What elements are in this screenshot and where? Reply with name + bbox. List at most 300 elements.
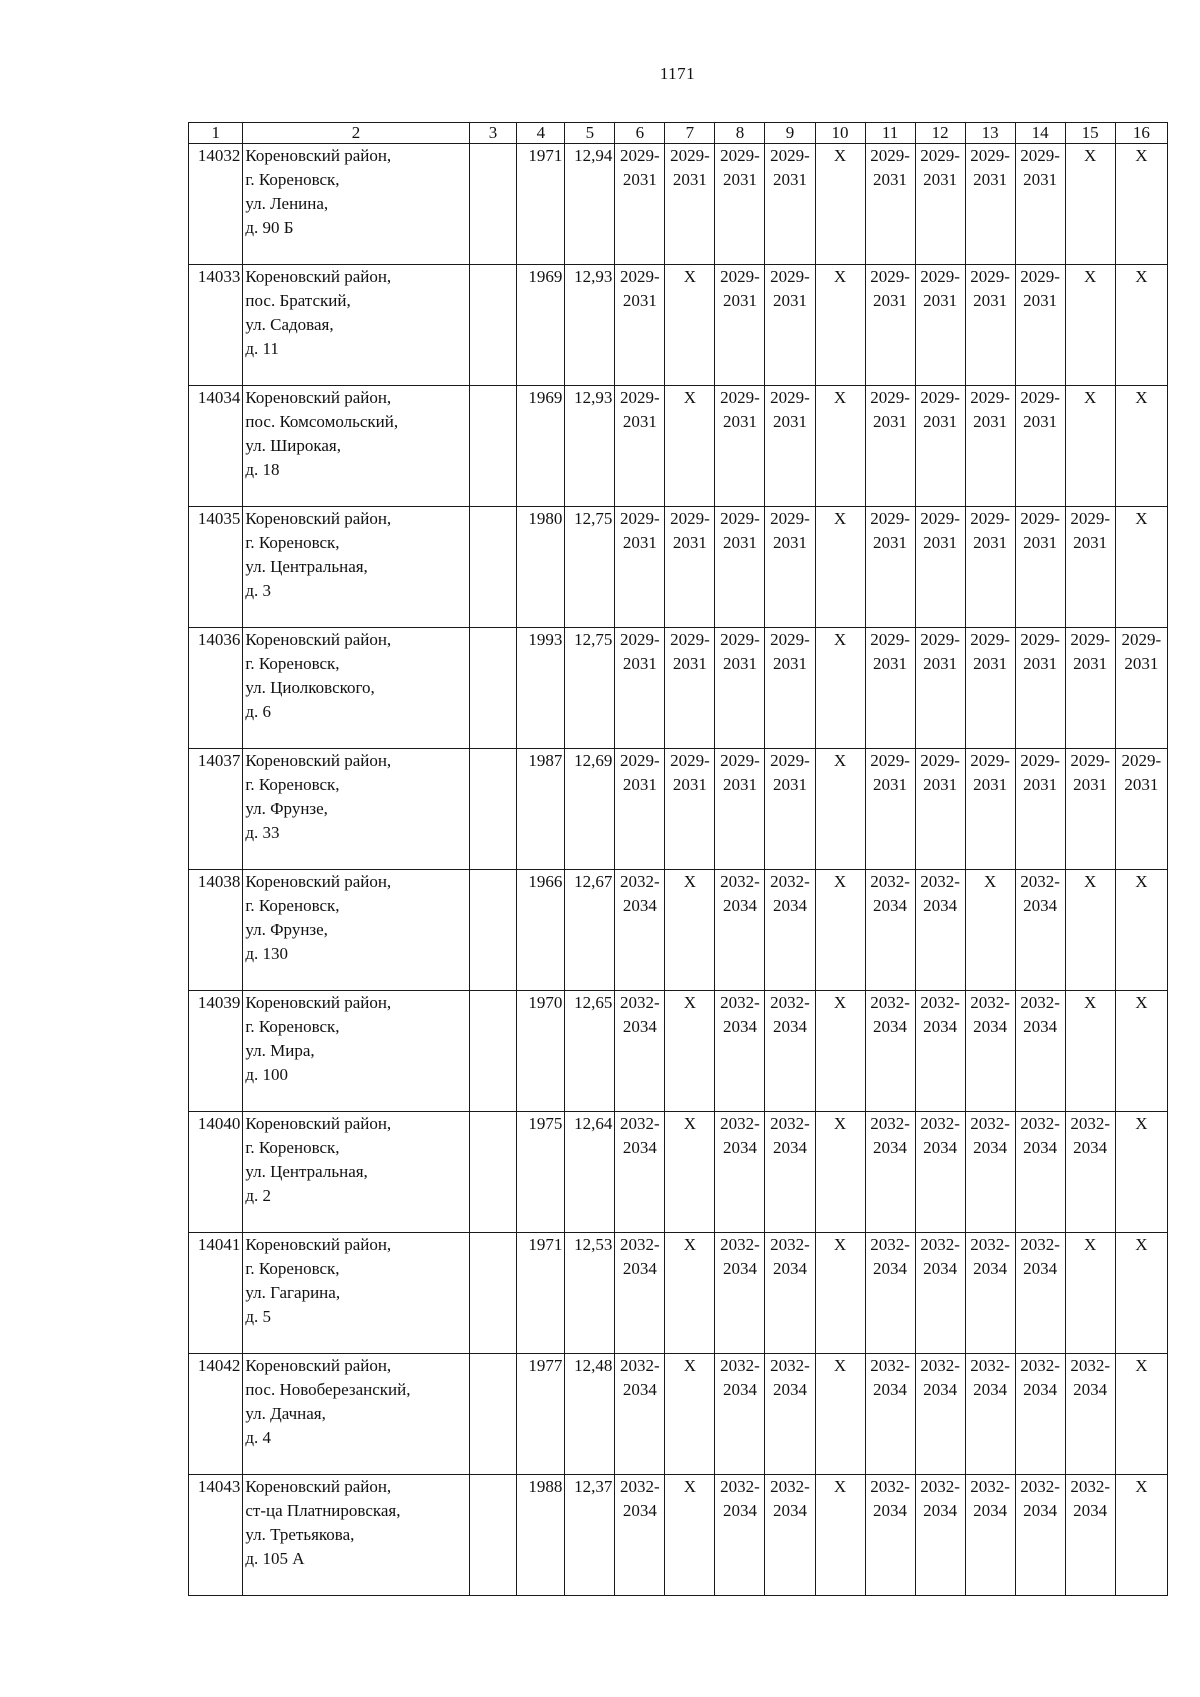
address-line: ул. Центральная, [245, 1162, 368, 1181]
period-cell: Х [1115, 870, 1167, 991]
period-end: 2034 [973, 1138, 1008, 1157]
period-cell [615, 870, 665, 991]
period-end: 2031 [722, 775, 757, 794]
period-start: 2032- [720, 1356, 760, 1375]
period-cell: Х [1115, 1354, 1167, 1475]
period-end: 2031 [1124, 775, 1159, 794]
period-cell [765, 749, 815, 870]
period-cell: Х [665, 1233, 715, 1354]
period-end: 2031 [672, 170, 707, 189]
period-cell: Х [815, 749, 865, 870]
period-end: 2031 [1023, 654, 1058, 673]
address-line: г. Кореновск, [245, 775, 340, 794]
period-cell [1015, 1354, 1065, 1475]
period-start: 2029- [770, 388, 810, 407]
period-cell [915, 386, 965, 507]
address-line: Кореновский район, [245, 388, 392, 407]
period-cell [1065, 628, 1115, 749]
period-cell: Х [1065, 870, 1115, 991]
record-number: 14035 [189, 507, 243, 628]
period-cell: Х [815, 1354, 865, 1475]
period-cell [1015, 507, 1065, 628]
year-cell: 1969 [517, 386, 565, 507]
column-header-15: 15 [1065, 123, 1115, 144]
period-end: 2034 [772, 1380, 807, 1399]
period-start: 2032- [770, 1235, 810, 1254]
address-cell [243, 386, 469, 507]
address-line: ул. Мира, [245, 1041, 315, 1060]
period-cell [715, 386, 765, 507]
year-cell: 1993 [517, 628, 565, 749]
address-line: д. 100 [245, 1065, 289, 1084]
address-cell [243, 628, 469, 749]
schedule-table [188, 122, 1168, 1596]
period-end: 2031 [973, 775, 1008, 794]
period-cell [865, 144, 915, 265]
period-cell: Х [815, 386, 865, 507]
address-line: ул. Центральная, [245, 557, 368, 576]
period-cell [865, 1112, 915, 1233]
period-start: 2029- [670, 751, 710, 770]
period-end: 2034 [923, 896, 958, 915]
period-cell [765, 628, 815, 749]
value-cell: 12,93 [565, 265, 615, 386]
address-line: д. 3 [245, 581, 272, 600]
period-start: 2032- [970, 1114, 1010, 1133]
period-start: 2029- [920, 751, 960, 770]
period-cell [965, 1233, 1015, 1354]
period-start: 2032- [720, 993, 760, 1012]
period-start: 2029- [1070, 630, 1110, 649]
address-line: ул. Дачная, [245, 1404, 326, 1423]
period-start: 2032- [620, 872, 660, 891]
period-start: 2032- [720, 1235, 760, 1254]
period-cell [715, 628, 765, 749]
period-cell [915, 1112, 965, 1233]
period-cell [915, 144, 965, 265]
period-end: 2031 [973, 291, 1008, 310]
period-end: 2034 [722, 1259, 757, 1278]
period-end: 2034 [923, 1501, 958, 1520]
period-cell: Х [815, 144, 865, 265]
column-3-cell [469, 507, 517, 628]
period-start: 2029- [870, 146, 910, 165]
period-cell: Х [1115, 144, 1167, 265]
period-start: 2032- [920, 993, 960, 1012]
period-cell [1065, 507, 1115, 628]
column-header-11: 11 [865, 123, 915, 144]
period-end: 2031 [772, 412, 807, 431]
period-end: 2031 [1023, 170, 1058, 189]
period-start: 2029- [1020, 388, 1060, 407]
period-end: 2031 [622, 412, 657, 431]
period-end: 2034 [622, 1259, 657, 1278]
period-end: 2031 [1073, 775, 1108, 794]
value-cell: 12,64 [565, 1112, 615, 1233]
period-cell: Х [815, 628, 865, 749]
period-end: 2034 [772, 1138, 807, 1157]
period-end: 2034 [772, 1259, 807, 1278]
period-start: 2029- [670, 509, 710, 528]
period-cell [1015, 1112, 1065, 1233]
period-end: 2034 [772, 896, 807, 915]
record-number: 14032 [189, 144, 243, 265]
address-line: г. Кореновск, [245, 654, 340, 673]
column-header-10: 10 [815, 123, 865, 144]
address-cell [243, 749, 469, 870]
period-start: 2032- [1020, 1114, 1060, 1133]
period-end: 2031 [1124, 654, 1159, 673]
period-cell: Х [665, 1112, 715, 1233]
period-cell: Х [1115, 386, 1167, 507]
period-cell [915, 749, 965, 870]
period-end: 2034 [722, 1380, 757, 1399]
period-start: 2029- [720, 630, 760, 649]
period-end: 2034 [622, 896, 657, 915]
period-start: 2032- [720, 1114, 760, 1133]
period-end: 2034 [1073, 1501, 1108, 1520]
period-end: 2031 [873, 170, 908, 189]
address-line: г. Кореновск, [245, 1138, 340, 1157]
period-start: 2032- [770, 1477, 810, 1496]
period-end: 2034 [873, 1138, 908, 1157]
period-end: 2031 [973, 412, 1008, 431]
period-start: 2029- [1020, 751, 1060, 770]
period-start: 2029- [1121, 630, 1162, 649]
address-line: Кореновский район, [245, 1235, 392, 1254]
period-end: 2031 [1023, 533, 1058, 552]
period-start: 2032- [970, 1356, 1010, 1375]
period-end: 2031 [622, 170, 657, 189]
period-end: 2031 [722, 533, 757, 552]
table-row [189, 628, 1168, 749]
period-end: 2034 [973, 1501, 1008, 1520]
period-start: 2032- [970, 993, 1010, 1012]
period-start: 2032- [1020, 872, 1060, 891]
period-start: 2029- [720, 509, 760, 528]
period-cell [715, 1233, 765, 1354]
period-cell [1015, 991, 1065, 1112]
period-start: 2032- [920, 1477, 960, 1496]
period-end: 2031 [722, 654, 757, 673]
period-end: 2034 [873, 1259, 908, 1278]
period-start: 2032- [1020, 1235, 1060, 1254]
period-start: 2029- [920, 146, 960, 165]
address-cell [243, 870, 469, 991]
period-cell [665, 507, 715, 628]
period-end: 2034 [1023, 1259, 1058, 1278]
period-end: 2031 [1073, 533, 1108, 552]
period-cell [865, 991, 915, 1112]
column-header-3: 3 [469, 123, 517, 144]
period-start: 2032- [1070, 1114, 1110, 1133]
period-cell [615, 386, 665, 507]
period-cell [965, 628, 1015, 749]
column-3-cell [469, 628, 517, 749]
period-end: 2031 [622, 775, 657, 794]
period-end: 2031 [622, 654, 657, 673]
table-row [189, 1112, 1168, 1233]
record-number: 14034 [189, 386, 243, 507]
address-line: д. 90 Б [245, 218, 294, 237]
period-end: 2031 [772, 170, 807, 189]
period-start: 2029- [720, 146, 760, 165]
period-end: 2031 [672, 654, 707, 673]
period-cell [765, 144, 815, 265]
period-start: 2029- [970, 509, 1010, 528]
value-cell: 12,75 [565, 507, 615, 628]
address-line: д. 6 [245, 702, 272, 721]
column-header-7: 7 [665, 123, 715, 144]
address-cell [243, 1233, 469, 1354]
period-cell: Х [665, 870, 715, 991]
period-end: 2034 [622, 1501, 657, 1520]
period-cell [1015, 1475, 1065, 1596]
period-end: 2034 [973, 1017, 1008, 1036]
period-cell [615, 749, 665, 870]
column-3-cell [469, 1354, 517, 1475]
period-end: 2031 [923, 533, 958, 552]
address-line: Кореновский район, [245, 630, 392, 649]
period-start: 2029- [770, 630, 810, 649]
period-start: 2032- [620, 1477, 660, 1496]
period-start: 2029- [920, 388, 960, 407]
period-end: 2031 [1023, 775, 1058, 794]
period-start: 2029- [870, 388, 910, 407]
address-line: г. Кореновск, [245, 1259, 340, 1278]
period-start: 2032- [1020, 993, 1060, 1012]
value-cell: 12,37 [565, 1475, 615, 1596]
period-cell [865, 870, 915, 991]
column-number-row [189, 123, 1168, 144]
record-number: 14037 [189, 749, 243, 870]
period-cell [865, 507, 915, 628]
period-start: 2029- [1020, 146, 1060, 165]
period-cell [615, 507, 665, 628]
period-cell [1015, 1233, 1065, 1354]
period-cell: Х [665, 265, 715, 386]
period-cell: Х [1065, 991, 1115, 1112]
period-cell: Х [1065, 265, 1115, 386]
period-start: 2029- [1020, 509, 1060, 528]
period-cell: Х [1115, 265, 1167, 386]
record-number: 14038 [189, 870, 243, 991]
period-cell [715, 144, 765, 265]
table-row [189, 1354, 1168, 1475]
column-header-9: 9 [765, 123, 815, 144]
period-end: 2031 [923, 170, 958, 189]
period-start: 2029- [770, 146, 810, 165]
year-cell: 1987 [517, 749, 565, 870]
period-end: 2031 [772, 291, 807, 310]
address-line: д. 33 [245, 823, 280, 842]
period-end: 2031 [923, 775, 958, 794]
period-start: 2029- [620, 751, 660, 770]
period-end: 2034 [873, 896, 908, 915]
period-start: 2029- [870, 267, 910, 286]
period-cell [965, 991, 1015, 1112]
period-end: 2031 [722, 291, 757, 310]
year-cell: 1971 [517, 144, 565, 265]
period-start: 2032- [1070, 1477, 1110, 1496]
period-end: 2034 [622, 1380, 657, 1399]
period-start: 2029- [620, 267, 660, 286]
table-row [189, 991, 1168, 1112]
period-end: 2031 [1023, 291, 1058, 310]
period-start: 2029- [870, 630, 910, 649]
period-end: 2034 [1023, 1380, 1058, 1399]
period-cell: Х [665, 1475, 715, 1596]
period-end: 2034 [1023, 1138, 1058, 1157]
column-3-cell [469, 870, 517, 991]
address-line: ул. Ленина, [245, 194, 329, 213]
column-header-6: 6 [615, 123, 665, 144]
period-cell [765, 1112, 815, 1233]
period-end: 2031 [873, 412, 908, 431]
period-start: 2032- [870, 1477, 910, 1496]
period-end: 2031 [973, 654, 1008, 673]
period-cell [1015, 628, 1065, 749]
period-cell: Х [1115, 1475, 1167, 1596]
record-number: 14041 [189, 1233, 243, 1354]
period-end: 2031 [772, 654, 807, 673]
period-cell: Х [1065, 144, 1115, 265]
period-start: 2032- [620, 1356, 660, 1375]
address-line: г. Кореновск, [245, 896, 340, 915]
period-start: 2029- [720, 751, 760, 770]
period-start: 2029- [970, 388, 1010, 407]
year-cell: 1975 [517, 1112, 565, 1233]
period-cell [615, 1112, 665, 1233]
period-cell: Х [1065, 1233, 1115, 1354]
period-cell [765, 870, 815, 991]
period-cell: Х [1115, 1112, 1167, 1233]
address-line: д. 18 [245, 460, 280, 479]
column-header-1: 1 [189, 123, 243, 144]
record-number: 14042 [189, 1354, 243, 1475]
period-end: 2034 [923, 1017, 958, 1036]
period-start: 2032- [770, 993, 810, 1012]
address-line: д. 130 [245, 944, 289, 963]
column-3-cell [469, 265, 517, 386]
year-cell: 1971 [517, 1233, 565, 1354]
period-cell: Х [1115, 507, 1167, 628]
period-cell [765, 991, 815, 1112]
table-body [189, 144, 1168, 1596]
period-start: 2032- [970, 1235, 1010, 1254]
period-start: 2029- [1020, 630, 1060, 649]
period-cell [615, 628, 665, 749]
period-end: 2031 [923, 291, 958, 310]
address-line: Кореновский район, [245, 267, 392, 286]
period-start: 2032- [870, 1235, 910, 1254]
period-end: 2034 [722, 1501, 757, 1520]
period-end: 2031 [1023, 412, 1058, 431]
period-cell: Х [1115, 1233, 1167, 1354]
period-cell [715, 265, 765, 386]
period-start: 2032- [870, 872, 910, 891]
page-number: 1171 [659, 64, 696, 83]
column-header-4: 4 [517, 123, 565, 144]
column-header-5: 5 [565, 123, 615, 144]
period-cell: Х [1065, 386, 1115, 507]
period-cell [1065, 1112, 1115, 1233]
period-start: 2029- [620, 146, 660, 165]
period-cell [765, 265, 815, 386]
period-cell [865, 1354, 915, 1475]
address-line: Кореновский район, [245, 993, 392, 1012]
period-cell [715, 1354, 765, 1475]
period-end: 2034 [873, 1501, 908, 1520]
period-end: 2034 [1023, 1017, 1058, 1036]
record-number: 14043 [189, 1475, 243, 1596]
address-cell [243, 144, 469, 265]
column-3-cell [469, 749, 517, 870]
period-cell [1015, 870, 1065, 991]
period-cell [715, 870, 765, 991]
table-row [189, 386, 1168, 507]
period-start: 2029- [1020, 267, 1060, 286]
address-line: д. 11 [245, 339, 279, 358]
schedule-sheet [188, 122, 1168, 1594]
period-cell: Х [815, 870, 865, 991]
period-cell [965, 1475, 1015, 1596]
period-start: 2032- [1070, 1356, 1110, 1375]
address-line: г. Кореновск, [245, 170, 340, 189]
period-cell [965, 1354, 1015, 1475]
period-start: 2029- [1121, 751, 1162, 770]
address-line: Кореновский район, [245, 1477, 392, 1496]
address-line: ст-ца Платнировская, [245, 1501, 401, 1520]
period-end: 2031 [672, 775, 707, 794]
period-cell: Х [665, 1354, 715, 1475]
value-cell: 12,75 [565, 628, 615, 749]
period-end: 2031 [873, 775, 908, 794]
record-number: 14036 [189, 628, 243, 749]
period-start: 2032- [770, 872, 810, 891]
period-cell [915, 1233, 965, 1354]
period-start: 2029- [870, 751, 910, 770]
period-end: 2031 [722, 412, 757, 431]
column-header-12: 12 [915, 123, 965, 144]
period-cell [915, 991, 965, 1112]
period-end: 2031 [873, 654, 908, 673]
period-start: 2032- [720, 1477, 760, 1496]
period-end: 2031 [722, 170, 757, 189]
period-cell [1115, 628, 1167, 749]
address-cell [243, 265, 469, 386]
period-start: 2029- [920, 630, 960, 649]
address-line: д. 4 [245, 1428, 272, 1447]
period-start: 2032- [970, 1477, 1010, 1496]
table-row [189, 144, 1168, 265]
period-start: 2029- [970, 146, 1010, 165]
period-start: 2032- [620, 1114, 660, 1133]
table-row [189, 507, 1168, 628]
period-end: 2034 [772, 1017, 807, 1036]
period-start: 2032- [770, 1114, 810, 1133]
period-start: 2029- [970, 751, 1010, 770]
period-start: 2032- [920, 872, 960, 891]
record-number: 14039 [189, 991, 243, 1112]
address-cell [243, 1354, 469, 1475]
period-cell [915, 870, 965, 991]
period-end: 2031 [772, 533, 807, 552]
period-cell [865, 1233, 915, 1354]
period-cell [965, 1112, 1015, 1233]
period-start: 2029- [970, 267, 1010, 286]
table-row [189, 265, 1168, 386]
